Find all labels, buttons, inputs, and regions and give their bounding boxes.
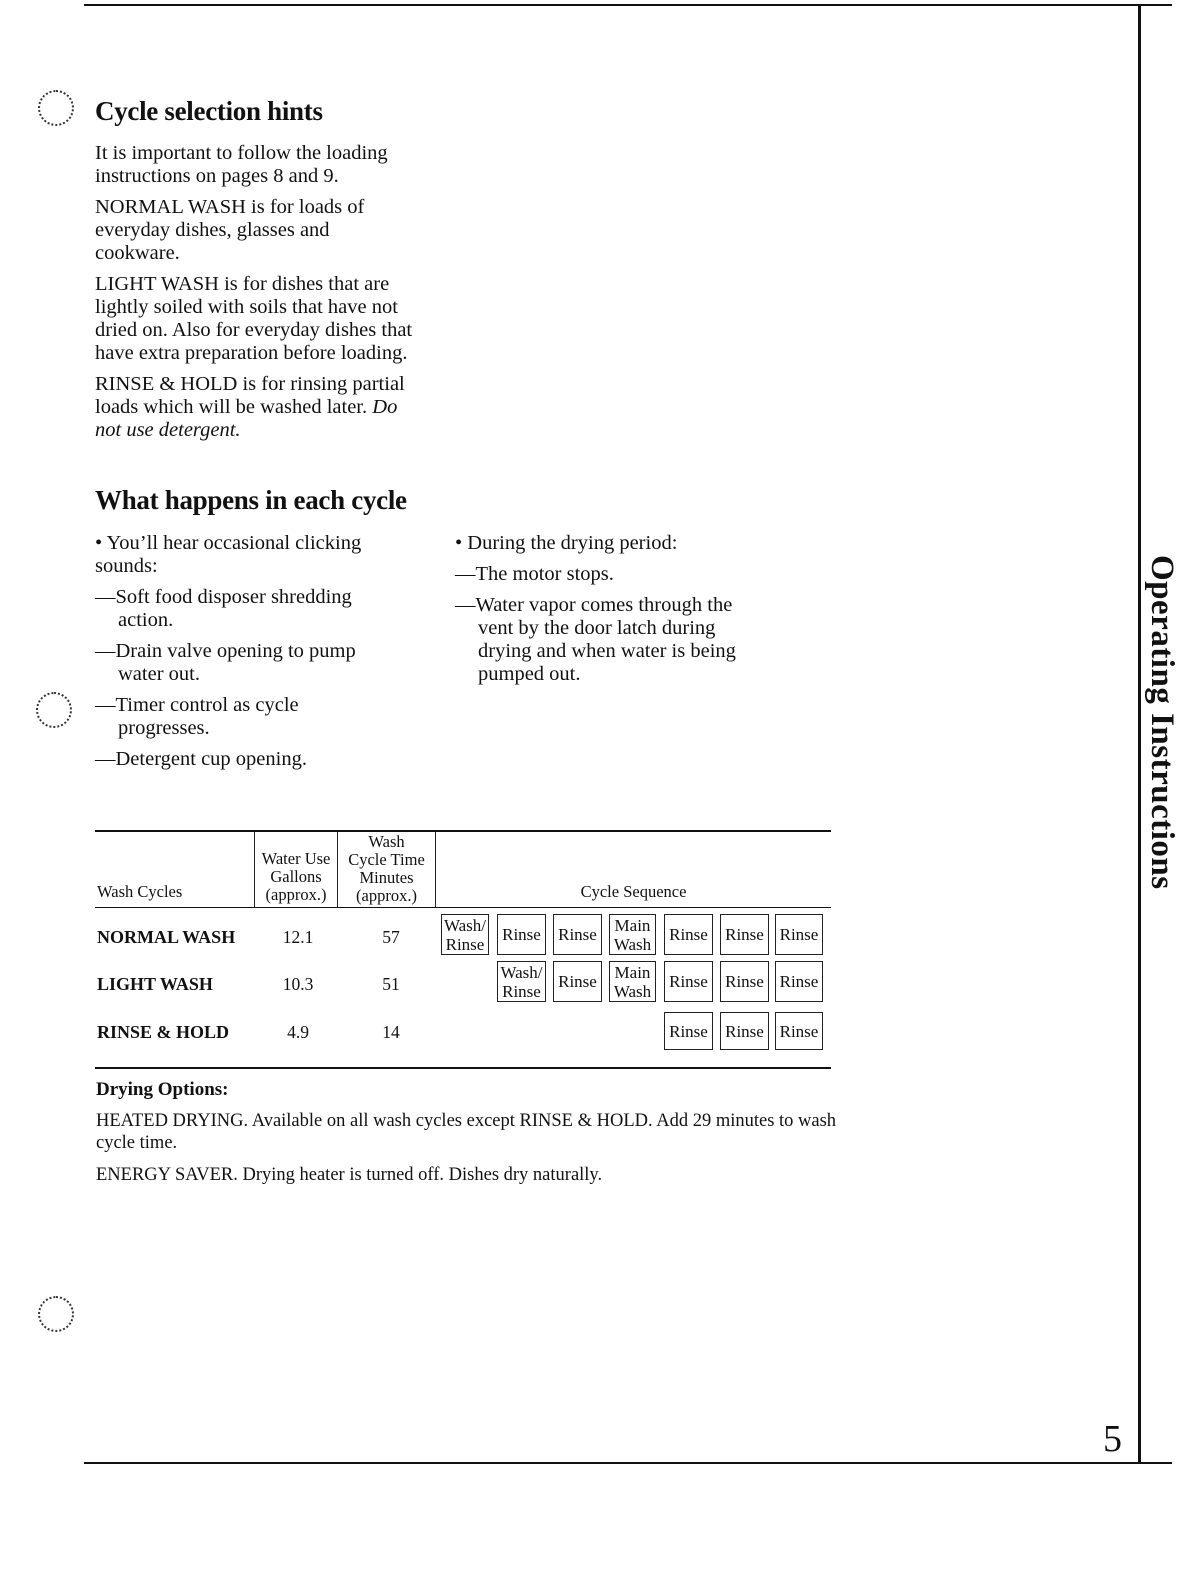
- drying-energy-saver: ENERGY SAVER. Drying heater is turned off. Dishes dry naturally.: [96, 1165, 603, 1185]
- header-line: Wash: [368, 832, 405, 851]
- cycle-left-list: [95, 532, 395, 779]
- drying-heated: HEATED DRYING. Available on all wash cycles except RINSE & HOLD. Add 29 minutes to wash cycle time.: [96, 1111, 837, 1153]
- cycle-right-list: [455, 532, 765, 694]
- step-wash-rinse: [441, 914, 489, 955]
- step-text: Main: [614, 915, 651, 935]
- step-text: Rinse: [502, 981, 541, 1001]
- header-line: Water Use: [261, 849, 331, 868]
- step-rinse: Rinse: [664, 1012, 713, 1050]
- row-minutes: 14: [382, 1022, 400, 1042]
- step-text: Rinse: [445, 934, 485, 954]
- row-minutes: 57: [382, 927, 400, 947]
- table-header-rule: [95, 907, 831, 908]
- step-rinse: Rinse: [664, 914, 713, 955]
- row-label: NORMAL WASH: [97, 927, 236, 947]
- row-label: LIGHT WASH: [97, 974, 213, 994]
- no-detergent-note: Do not use detergent.: [95, 396, 398, 441]
- header-cycle-time: [338, 833, 435, 905]
- step-rinse: Rinse: [775, 961, 823, 1002]
- table-bottom-rule: [95, 1067, 831, 1069]
- punch-hole-icon: [36, 692, 72, 728]
- list-item: • You’ll hear occasional clicking sounds:: [95, 532, 362, 577]
- step-rinse: Rinse: [720, 914, 769, 955]
- hints-paragraph: It is important to follow the loading instructions on pages 8 and 9.: [95, 142, 388, 187]
- list-item: —Detergent cup opening.: [95, 748, 307, 770]
- punch-hole-icon: [38, 90, 74, 126]
- row-gallons: 4.9: [287, 1022, 309, 1042]
- punch-hole-icon: [38, 1296, 74, 1332]
- step-text: Wash: [613, 934, 652, 954]
- header-line: Cycle Time: [348, 850, 425, 869]
- hints-section: [95, 96, 415, 450]
- header-cycle-sequence: Cycle Sequence: [580, 882, 687, 901]
- step-text: Wash/: [500, 962, 543, 982]
- page-number: 5: [1103, 1418, 1122, 1460]
- row-label: RINSE & HOLD: [97, 1022, 230, 1042]
- hints-paragraph: NORMAL WASH is for loads of everyday dishes, glasses and cookware.: [95, 196, 365, 264]
- rinse-hold-text: RINSE & HOLD is for rinsing partial loads which will be washed later.: [95, 373, 405, 418]
- step-main-wash: [609, 914, 656, 955]
- table-top-rule: [95, 830, 831, 832]
- header-wash-cycles: Wash Cycles: [97, 882, 183, 901]
- step-rinse: Rinse: [720, 1012, 769, 1050]
- header-line: (approx.): [356, 886, 417, 905]
- step-rinse: Rinse: [720, 961, 769, 1002]
- drying-title: Drying Options:: [96, 1079, 229, 1100]
- step-rinse: Rinse: [553, 914, 602, 955]
- hints-paragraph: [95, 373, 415, 442]
- step-text: Wash/: [443, 915, 487, 935]
- step-main-wash: [609, 961, 656, 1002]
- list-item: —Soft food disposer shredding action.: [95, 586, 352, 631]
- header-water-use: [255, 850, 337, 904]
- step-rinse: Rinse: [553, 961, 602, 1002]
- section-side-label: Operating Instructions: [1144, 555, 1180, 890]
- hints-title: Cycle selection hints: [95, 96, 323, 126]
- row-gallons: 10.3: [282, 974, 314, 994]
- step-text: Main: [614, 962, 651, 982]
- list-item: —Water vapor comes through the vent by the door latch during drying and when water is being pumped out.: [455, 594, 736, 685]
- step-wash-rinse: [497, 961, 546, 1002]
- cycle-title: What happens in each cycle: [95, 485, 407, 515]
- step-rinse: Rinse: [664, 961, 713, 1002]
- header-line: (approx.): [265, 885, 327, 904]
- step-rinse: Rinse: [775, 1012, 823, 1050]
- header-line: Minutes: [359, 868, 414, 887]
- right-rule: [1138, 4, 1141, 1464]
- list-item: —Timer control as cycle progresses.: [95, 694, 299, 739]
- list-item: —Drain valve opening to pump water out.: [95, 640, 356, 685]
- list-item: —The motor stops.: [455, 563, 614, 585]
- hints-paragraph: LIGHT WASH is for dishes that are lightly soiled with soils that have not dried on. Also for everyday dishes that have extra preparation before loading.: [95, 273, 413, 364]
- step-text: Wash: [613, 981, 652, 1001]
- bottom-rule: [84, 1462, 1172, 1464]
- top-rule: [84, 4, 1172, 6]
- header-line: Gallons: [270, 867, 322, 886]
- step-rinse: Rinse: [497, 914, 546, 955]
- row-minutes: 51: [382, 974, 400, 994]
- step-rinse: Rinse: [775, 914, 823, 955]
- list-item: • During the drying period:: [455, 532, 678, 554]
- row-gallons: 12.1: [282, 927, 314, 947]
